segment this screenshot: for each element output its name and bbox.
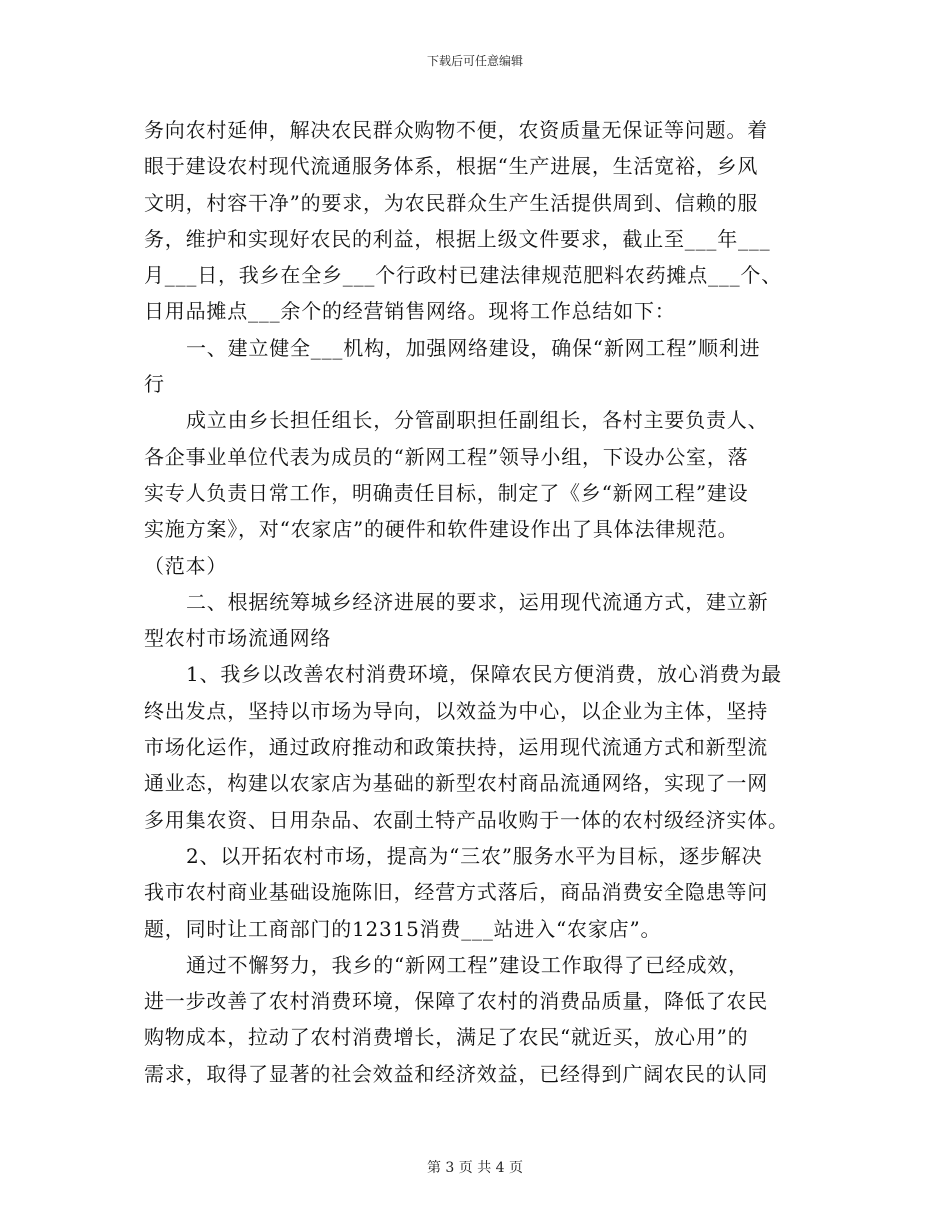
text-line: 日用品摊点___余个的经营销售网络。现将工作总结如下： <box>144 299 676 324</box>
text-line: 终出发点，坚持以市场为导向，以效益为中心，以企业为主体，坚持 <box>144 698 768 723</box>
text-line: 实专人负责日常工作，明确责任目标，制定了《乡“新网工程”建设 <box>144 480 749 505</box>
text-line: 眼于建设农村现代流通服务体系，根据“生产进展，生活宽裕，乡风 <box>144 154 759 179</box>
text-line: 行 <box>144 372 165 397</box>
text-line: （范本） <box>144 553 228 578</box>
document-body <box>144 112 812 1092</box>
page-header-note: 下载后可任意编辑 <box>426 54 523 68</box>
text-line: 进一步改善了农村消费环境，保障了农村的消费品质量，降低了农民 <box>144 989 768 1014</box>
text-line: 市场化运作，通过政府推动和政策扶持，运用现代流通方式和新型流 <box>144 735 768 760</box>
paragraph-start: 2、以开拓农村市场，提高为“三农”服务水平为目标，逐步解决 <box>186 843 763 868</box>
paragraph-start: 成立由乡长担任组长，分管副职担任副组长，各村主要负责人、 <box>186 408 769 433</box>
text-line: 文明，村容干净”的要求，为农民群众生产生活提供周到、信赖的服 <box>144 190 759 215</box>
page-number: 第 3 页 共 4 页 <box>426 1160 524 1176</box>
text-line: 实施方案》，对“农家店”的硬件和软件建设作出了具体法律规范。 <box>144 517 739 542</box>
text-line: 务，维护和实现好农民的利益，根据上级文件要求，截止至___年___ <box>144 226 771 251</box>
text-line: 各企事业单位代表为成员的“新网工程”领导小组，下设办公室，落 <box>144 444 749 469</box>
text-line: 需求，取得了显著的社会效益和经济效益，已经得到广阔农民的认同 <box>144 1061 768 1086</box>
text-line: 购物成本，拉动了农村消费增长，满足了农民“就近买，放心用”的 <box>144 1025 749 1050</box>
text-line: 务向农村延伸，解决农民群众购物不便，农资质量无保证等问题。着 <box>144 118 768 142</box>
text-line: 我市农村商业基础设施陈旧，经营方式落后，商品消费安全隐患等问 <box>144 880 768 905</box>
section-heading-1: 一、建立健全___机构，加强网络建设，确保“新网工程”顺利进 <box>186 335 761 360</box>
text-line: 多用集农资、日用杂品、农副土特产品收购于一体的农村级经济实体。 <box>144 807 789 832</box>
paragraph-start: 1、我乡以改善农村消费环境，保障农民方便消费，放心消费为最 <box>186 662 782 687</box>
text-line: 通业态，构建以农家店为基础的新型农村商品流通网络，实现了一网 <box>144 771 768 796</box>
section-heading-2: 二、根据统筹城乡经济进展的要求，运用现代流通方式，建立新 <box>186 589 769 614</box>
text-line: 月___日，我乡在全乡___个行政村已建法律规范肥料农药摊点___个、 <box>144 263 782 288</box>
text-line: 题，同时让工商部门的12315消费___站进入“农家店”。 <box>144 916 662 941</box>
text-line: 型农村市场流通网络 <box>144 626 332 651</box>
paragraph-start: 通过不懈努力，我乡的“新网工程”建设工作取得了已经成效， <box>186 952 749 977</box>
